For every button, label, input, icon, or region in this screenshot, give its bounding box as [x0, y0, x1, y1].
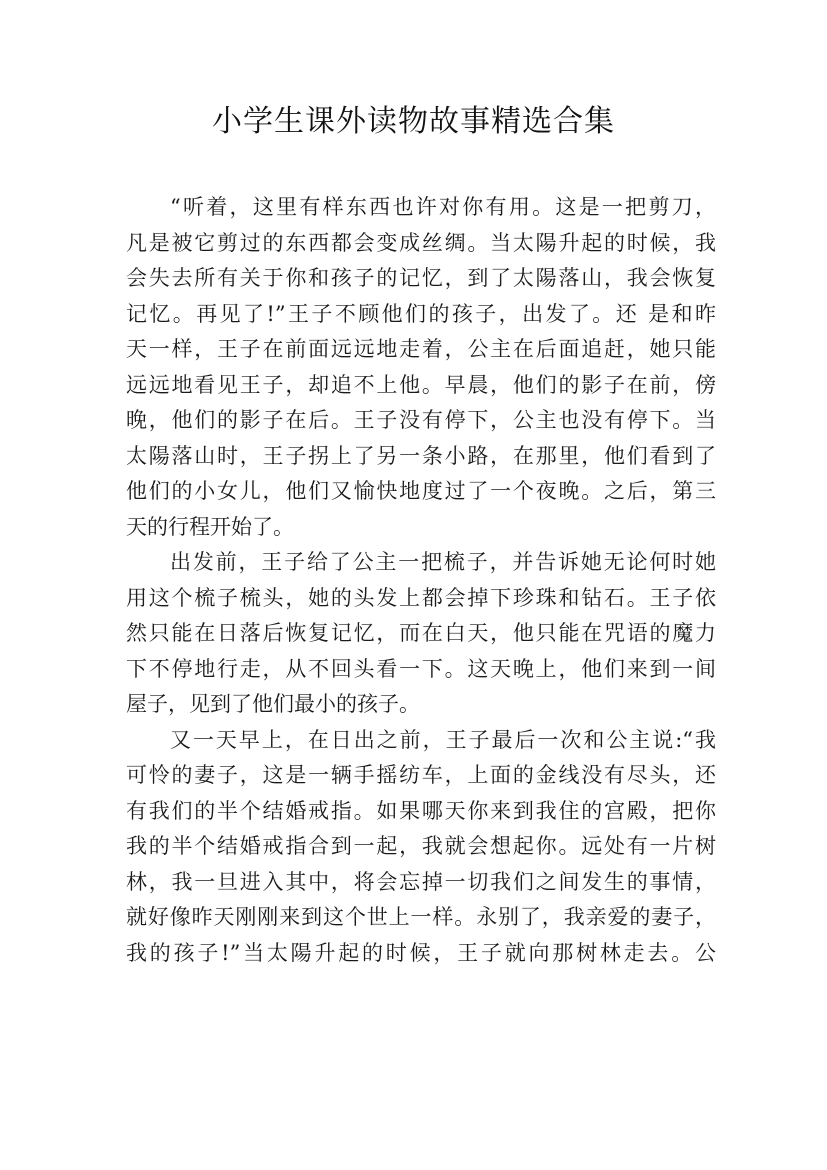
text-line: 凡是被它剪过的东西都会变成丝绸。当太陽升起的时候，我 — [126, 230, 716, 255]
text-line: 用这个梳子梳头，她的头发上都会掉下珍珠和钻石。王子依 — [126, 585, 716, 610]
text-line: 远远地看见王子，却追不上他。早晨，他们的影子在前，傍 — [126, 372, 716, 397]
text-line: 下不停地行走，从不回头看一下。这天晚上，他们来到一间 — [126, 656, 716, 681]
text-line: 他们的小女儿，他们又愉快地度过了一个夜晚。之后，第三 — [126, 479, 716, 503]
text-line: 天的行程开始了。 — [126, 514, 294, 539]
text-line: 会失去所有关于你和孩子的记忆，到了太陽落山，我会恢复 — [126, 266, 716, 290]
text-line: 可怜的妻子，这是一辆手摇纺车，上面的金线没有尽头，还 — [126, 763, 716, 787]
paragraph — [126, 190, 716, 545]
document-title: 小学生课外读物故事精选合集 — [212, 104, 615, 139]
text-line: 林，我一旦进入其中，将会忘掉一切我们之间发生的事情， — [126, 869, 716, 894]
text-line: 我的孩子!”当太陽升起的时候，王子就向那树林走去。公 — [126, 940, 716, 965]
text-line: 有我们的半个结婚戒指。如果哪天你来到我住的宫殿，把你 — [126, 798, 716, 823]
text-line: 我的半个结婚戒指合到一起，我就会想起你。远处有一片树 — [126, 834, 716, 858]
paragraph — [126, 545, 716, 723]
text-line: “听着，这里有样东西也许对你有用。这是一把剪刀， — [170, 195, 716, 219]
text-line: 然只能在日落后恢复记忆，而在白天，他只能在咒语的魔力 — [126, 621, 716, 645]
text-line: 又一天早上，在日出之前，王子最后一次和公主说:“我 — [170, 727, 716, 752]
text-line: 记忆。再见了!”王子不顾他们的孩子，出发了。还 是和昨 — [126, 301, 716, 326]
text-line: 太陽落山时，王子拐上了另一条小路，在那里，他们看到了 — [126, 443, 716, 468]
paragraph — [126, 723, 716, 972]
text-line: 出发前，王子给了公主一把梳子，并告诉她无论何时她 — [170, 550, 716, 574]
document-body — [126, 190, 716, 971]
text-line: 屋子，见到了他们最小的孩子。 — [126, 692, 420, 716]
text-line: 就好像昨天刚刚来到这个世上一样。永别了，我亲爱的妻子， — [126, 905, 716, 929]
text-line: 晚，他们的影子在后。王子没有停下，公主也没有停下。当 — [126, 408, 716, 432]
text-line: 天一样，王子在前面远远地走着，公主在后面追赶，她只能 — [126, 337, 716, 361]
